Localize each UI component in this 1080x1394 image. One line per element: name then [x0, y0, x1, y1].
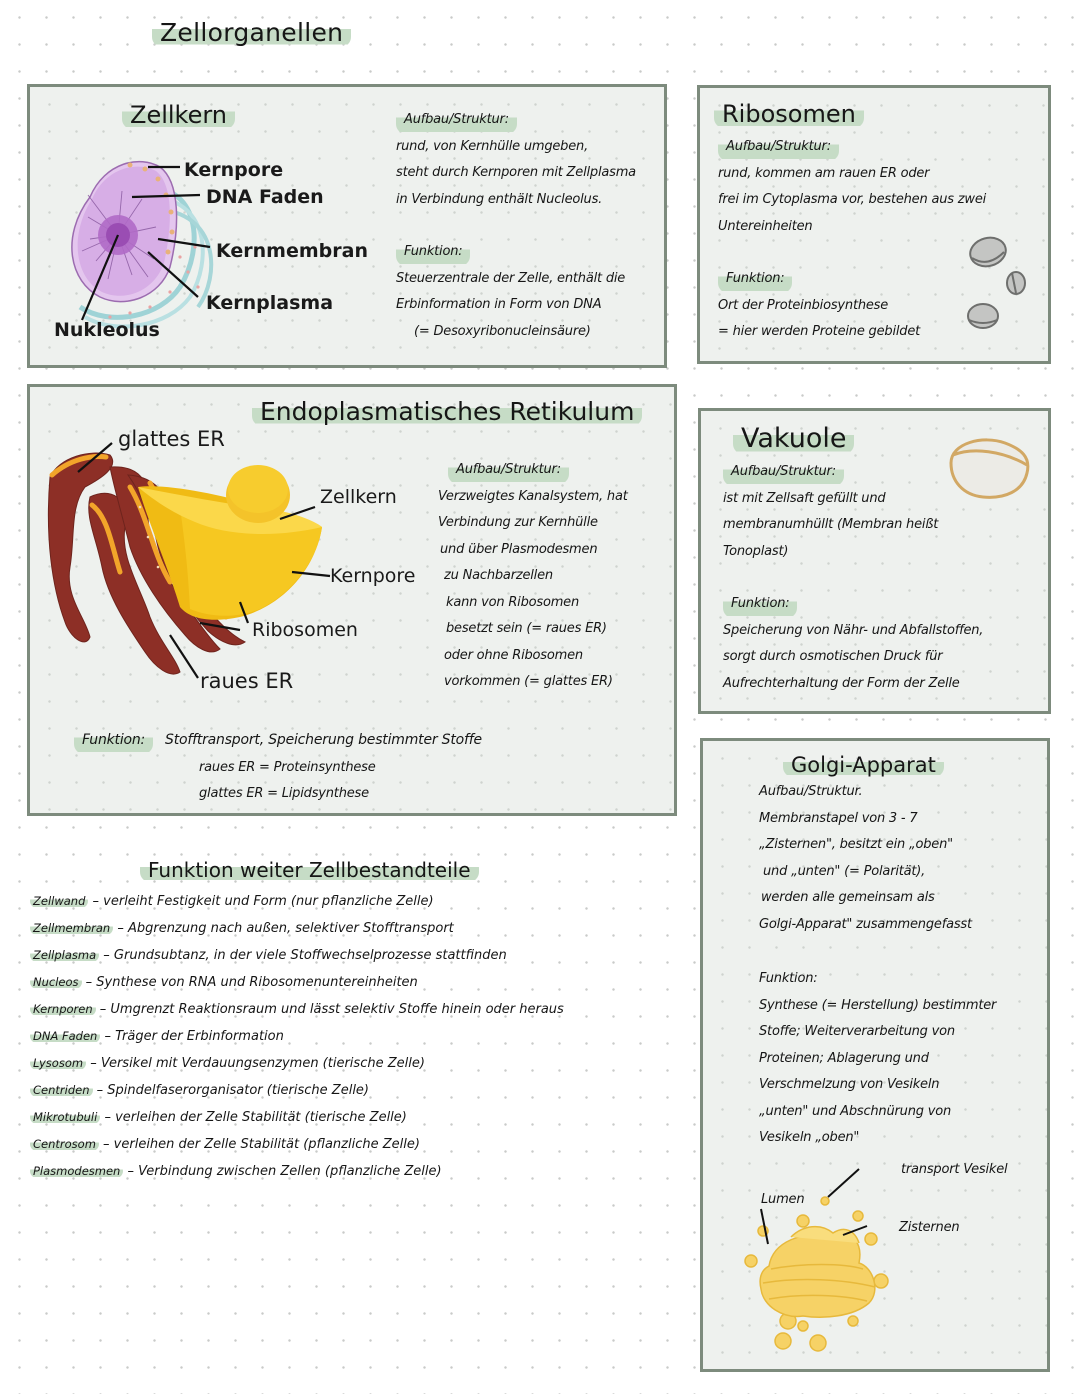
label-glattes-er: glattes ER [118, 427, 225, 451]
list-item [30, 894, 434, 909]
list-term: DNA Faden [30, 1029, 100, 1043]
er-panel [27, 384, 677, 816]
golgi-funktion-line: „unten" und Abschnürung von [759, 1103, 951, 1119]
golgi-aufbau-line: „Zisternen", besitzt ein „oben" [759, 837, 953, 852]
vakuole-aufbau-line: membranumhüllt (Membran heißt [723, 517, 939, 532]
list-item [30, 1002, 564, 1017]
list-item [30, 975, 418, 990]
golgi-panel [700, 738, 1050, 1372]
vakuole-funktion-line: Speicherung von Nähr- und Abfallstoffen, [723, 622, 984, 638]
zellkern-text [396, 107, 636, 345]
vakuole-panel [698, 408, 1051, 714]
golgi-funktion-line: Verschmelzung von Vesikeln [759, 1077, 940, 1092]
er-funktion-line: raues ER = Proteinsynthese [199, 759, 376, 775]
list-desc: – Abgrenzung nach außen, selektiver Stofftransport [113, 921, 454, 936]
list-item [30, 1083, 369, 1098]
golgi-aufbau-line: werden alle gemeinsam als [761, 890, 935, 905]
golgi-funktion-label: Funktion: [759, 971, 818, 986]
er-aufbau-line: und über Plasmodesmen [440, 541, 598, 557]
list-term: Zellwand [30, 894, 88, 908]
list-term: Kernporen [30, 1002, 96, 1016]
list-term: Zellmembran [30, 921, 113, 935]
ribosomen-aufbau-line: frei im Cytoplasma vor, bestehen aus zwei [718, 192, 987, 207]
ribosomen-text [718, 134, 986, 346]
ribosomen-aufbau-label: Aufbau/Struktur: [718, 134, 839, 161]
label-kernpore: Kernpore [184, 159, 284, 181]
ribosomen-funktion-label: Funktion: [718, 266, 792, 293]
vakuole-aufbau-label: Aufbau/Struktur: [723, 459, 844, 486]
golgi-illustration [703, 1151, 1033, 1371]
er-aufbau-line: besetzt sein (= raues ER) [446, 621, 607, 636]
list-desc: – verleihen der Zelle Stabilität (tierische Zelle) [100, 1110, 407, 1125]
list-desc: – Umgrenzt Reaktionsraum und lässt selektiv Stoffe hinein oder heraus [95, 1002, 564, 1017]
list-item [30, 1029, 284, 1044]
list-desc: – verleihen der Zelle Stabilität (pflanzliche Zelle) [98, 1137, 420, 1152]
er-aufbau-label: Aufbau/Struktur: [448, 457, 569, 484]
list-item [30, 1164, 442, 1179]
ribosomen-panel [697, 85, 1051, 364]
er-title: Endoplasmatisches Retikulum [252, 397, 642, 426]
vakuole-aufbau-line: Tonoplast) [723, 543, 789, 559]
vakuole-funktion-line: Aufrechterhaltung der Form der Zelle [723, 675, 960, 691]
list-term: Centriden [30, 1083, 93, 1097]
ribosomen-title: Ribosomen [714, 100, 864, 128]
zellkern-aufbau-line: steht durch Kernporen mit Zellplasma [396, 165, 636, 180]
vakuole-funktion-line: sorgt durch osmotischen Druck für [723, 649, 943, 664]
golgi-text [759, 779, 996, 1152]
list-item [30, 1056, 425, 1071]
list-desc: – Synthese von RNA und Ribosomenuntereinheiten [81, 975, 418, 990]
zellkern-aufbau-label: Aufbau/Struktur: [396, 107, 517, 134]
er-funktion-main: Stofftransport, Speicherung bestimmter Stoffe [165, 732, 482, 748]
list-item [30, 1137, 420, 1152]
list-term: Plasmodesmen [30, 1164, 123, 1178]
page-title: Zellorganellen [152, 18, 351, 47]
golgi-funktion-line: Stoffe; Weiterverarbeitung von [759, 1024, 955, 1039]
label-lumen: Lumen [761, 1192, 805, 1207]
list-term: Centrosom [30, 1137, 99, 1151]
list-desc: – verleiht Festigkeit und Form (nur pflanzliche Zelle) [88, 894, 434, 909]
zellkern-aufbau-line: rund, von Kernhülle umgeben, [396, 138, 589, 154]
label-raues-er: raues ER [200, 669, 294, 693]
zellkern-aufbau-line: in Verbindung enthält Nucleolus. [396, 191, 603, 207]
er-aufbau-line: Verzweigtes Kanalsystem, hat [438, 488, 628, 504]
list-term: Nucleos [30, 975, 82, 989]
ribosome-illustration [966, 236, 1046, 346]
list-term: Zellplasma [30, 948, 99, 962]
label-kernmembran: Kernmembran [216, 240, 368, 262]
list-desc: – Versikel mit Verdauungsenzymen (tierische Zelle) [86, 1056, 425, 1071]
list-desc: – Grundsubtanz, in der viele Stoffwechselprozesse stattfinden [99, 948, 507, 963]
list-item [30, 1110, 407, 1125]
label-nukleolus: Nukleolus [54, 319, 160, 341]
list-term: Lysosom [30, 1056, 86, 1070]
golgi-funktion-line: Synthese (= Herstellung) bestimmter [759, 997, 997, 1013]
er-aufbau-line: vorkommen (= glattes ER) [444, 674, 613, 689]
er-aufbau-line: Verbindung zur Kernhülle [438, 515, 598, 530]
list-item [30, 948, 507, 963]
er-aufbau-line: oder ohne Ribosomen [444, 647, 583, 663]
label-transport-vesikel: transport Vesikel [901, 1162, 1008, 1177]
label-dna-faden: DNA Faden [206, 186, 324, 208]
er-illustration [30, 387, 450, 707]
label-zisternen: Zisternen [899, 1220, 960, 1235]
ribosomen-funktion-line: = hier werden Proteine gebildet [718, 324, 921, 339]
list-desc: – Träger der Erbinformation [100, 1029, 284, 1044]
golgi-funktion-line: Proteinen; Ablagerung und [759, 1050, 929, 1066]
golgi-title: Golgi-Apparat [783, 753, 944, 777]
label-er-ribosomen: Ribosomen [252, 619, 358, 641]
er-aufbau-line: kann von Ribosomen [446, 594, 580, 610]
zellkern-funktion-line: (= Desoxyribonucleinsäure) [414, 323, 591, 339]
label-kernplasma: Kernplasma [206, 292, 334, 314]
ribosomen-aufbau-line: rund, kommen am rauen ER oder [718, 165, 930, 181]
golgi-aufbau-line: Membranstapel von 3 - 7 [759, 810, 918, 826]
er-funktion-line: glattes ER = Lipidsynthese [199, 786, 369, 801]
golgi-aufbau-line: Golgi-Apparat" zusammengefasst [759, 916, 972, 932]
vakuole-aufbau-line: ist mit Zellsaft gefüllt und [723, 490, 886, 506]
ribosomen-funktion-line: Ort der Proteinbiosynthese [718, 297, 889, 313]
zellkern-funktion-line: Erbinformation in Form von DNA [396, 297, 602, 312]
vakuole-text [723, 459, 983, 697]
label-er-zellkern: Zellkern [320, 486, 397, 508]
er-aufbau-line: zu Nachbarzellen [444, 568, 553, 583]
ribosomen-aufbau-line: Untereinheiten [718, 218, 813, 234]
vakuole-funktion-label: Funktion: [723, 591, 797, 618]
zellkern-panel [27, 84, 667, 368]
list-term: Mikrotubuli [30, 1110, 100, 1124]
er-funktion-label: Funktion: [74, 727, 153, 754]
zellkern-funktion-line: Steuerzentrale der Zelle, enthält die [396, 270, 626, 286]
list-item [30, 921, 454, 936]
zellkern-funktion-label: Funktion: [396, 239, 470, 266]
list-desc: – Verbindung zwischen Zellen (pflanzliche Zelle) [123, 1164, 442, 1179]
er-aufbau-text [438, 457, 628, 696]
vakuole-title: Vakuole [733, 423, 854, 454]
list-desc: – Spindelfaserorganisator (tierische Zelle) [92, 1083, 369, 1098]
golgi-aufbau-label: Aufbau/Struktur. [759, 784, 863, 799]
label-er-kernpore: Kernpore [330, 565, 416, 587]
golgi-aufbau-line: und „unten" (= Polarität), [763, 863, 926, 879]
weitere-title: Funktion weiter Zellbestandteile [140, 858, 479, 882]
zellkern-title: Zellkern [122, 101, 235, 129]
er-funktion-text [74, 727, 482, 808]
golgi-funktion-line: Vesikeln „oben" [759, 1130, 860, 1145]
